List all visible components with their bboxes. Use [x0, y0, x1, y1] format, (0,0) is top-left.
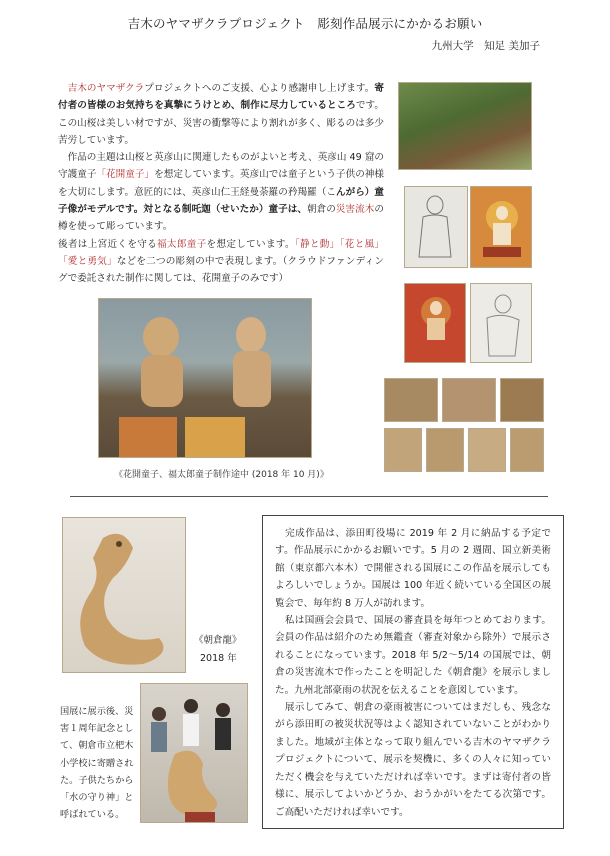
- page-title: 吉木のヤマザクラプロジェクト 彫刻作品展示にかかるお願い: [127, 16, 483, 31]
- school-donation-photo: [140, 683, 248, 823]
- request-box: [262, 515, 564, 829]
- sketch-figure-icon: [471, 284, 532, 363]
- intro-paragraph-2: [58, 149, 384, 235]
- sketch-figure-icon: [405, 187, 468, 268]
- work-photo-2: [442, 378, 496, 422]
- request-text-span: 私は国画会会員で、国展の審査員を毎年つとめております。会員の作品は紹介のため無鑑査（審査対象から除外）で展示されることになっています。2018 年 5/2～5/14 の国展では、朝倉の災害流木で作ったことを明記した《朝倉龍》を展示しました。: [275, 615, 551, 696]
- dragon-sculpture-icon: [63, 518, 186, 673]
- intro-text-span: の樽を使って彫っています。: [58, 204, 385, 233]
- work-year: 2018 年: [200, 653, 237, 664]
- project-name: 吉木のヤマザクラ: [67, 83, 145, 94]
- intro-text-span: です。この山桜は美しい材ですが、災害の衝撃等により割れが多く、彫るのは多少苦労しています。: [58, 100, 384, 146]
- intro-text-span: を想定しています。英彦山では童子という子供の神様を大切にします。意匠的には、英彦山仁王経曼荼羅の矜羯羅（こ: [58, 169, 385, 198]
- work-photo-1: [384, 378, 438, 422]
- asakura-dragon-photo: [62, 517, 186, 673]
- intro-red-span: 福太郎童子: [157, 238, 207, 250]
- request-text-span: 九州北部豪雨の状況を伝えることを意図しています。: [294, 684, 524, 696]
- intro-red-span: 災害流木: [335, 204, 375, 216]
- request-paragraph-3: [275, 699, 551, 821]
- request-text-span: 展示してみて、朝倉の豪雨被害についてはまだしも、残念ながら添田町の被災状況等はよく認知されていないことがわかりました。地域が主体となって取り組んでいる吉木のヤマザクラプロジェクトについて、展示を契機に、多くの人々に知っていただく機会を与えていただければ幸いです。まずは寄付者の皆様に、展示してよいかどうか、おうかがいをたてる次第です。ご高配いただければ幸いです。: [275, 702, 552, 818]
- sketch-photo-2: [470, 283, 532, 363]
- fallen-tree-photo: [398, 82, 532, 170]
- carving-progress-photo: [98, 298, 312, 458]
- intro-paragraph-3: [58, 236, 384, 288]
- donation-note: 国展に展示後、災害１周年記念として、朝倉市立杷木小学校に寄贈された。子供たちから「水の守り神」と呼ばれている。: [60, 706, 134, 821]
- intro-red-span: 「静と動」「花と風」「愛と勇気」: [58, 238, 385, 267]
- section-divider: [70, 496, 548, 497]
- intro-text-span: 作品の主題は山桜と英彦山に関連したものがよいと考え、英彦山 49 窟の守護童子: [58, 152, 385, 181]
- deity-painting-icon: [405, 284, 466, 363]
- photo-caption: 《花開童子、福太郎童子制作途中 (2018 年 10 月)》: [114, 470, 329, 480]
- painting-photo-1: [470, 186, 532, 268]
- work-photo-7: [510, 428, 544, 472]
- intro-red-span: 「花開童子」: [96, 169, 155, 181]
- intro-paragraph-1: [58, 80, 384, 149]
- intro-text-span: 朝倉の: [307, 204, 336, 216]
- work-photo-4: [384, 428, 422, 472]
- intro-bold-span: んがら）童子像がモデルです。対となる制吒迦（せいたか）童子は、: [58, 186, 385, 216]
- intro-text-span: プロジェクトへのご支援、心より感謝申し上げます。: [144, 83, 375, 94]
- work-photo-5: [426, 428, 464, 472]
- work-photo-6: [468, 428, 506, 472]
- intro-text-span: を想定しています。: [206, 238, 295, 250]
- carved-figures-icon: [99, 299, 312, 458]
- request-paragraph-2: [275, 612, 551, 699]
- intro-text: [58, 80, 384, 288]
- request-paragraph-1: [275, 525, 551, 612]
- intro-bold-span: 寄付者の皆様のお気持ちを真摯にうけとめ、制作に尽力しているところ: [58, 83, 385, 112]
- request-text-span: 完成作品は、添田町役場に 2019 年 2 月に納品する予定です。作品展示にかかるお願いです。5 月の 2 週間、国立新美術館（東京都六本木）で開催される国展にこの作品を展示してもよろしいでしょうか。国展は 100 年近く続いている全国区の展覧会で、毎年約 8 万人が訪れます。: [275, 528, 552, 609]
- children-with-dragon-icon: [141, 684, 248, 823]
- intro-text-span: などを二つの彫刻の中で表現します。（クラウドファンディングで委託された制作に関しては、花開童子のみです）: [58, 255, 385, 285]
- author-name: 九州大学 知足 美加子: [431, 40, 540, 52]
- work-photo-3: [500, 378, 544, 422]
- sketch-photo-1: [404, 186, 468, 268]
- deity-painting-icon: [471, 187, 532, 268]
- painting-photo-2: [404, 283, 466, 363]
- work-title: 《朝倉龍》: [194, 635, 242, 646]
- intro-text-span: 後者は上宮近くを守る: [58, 238, 158, 250]
